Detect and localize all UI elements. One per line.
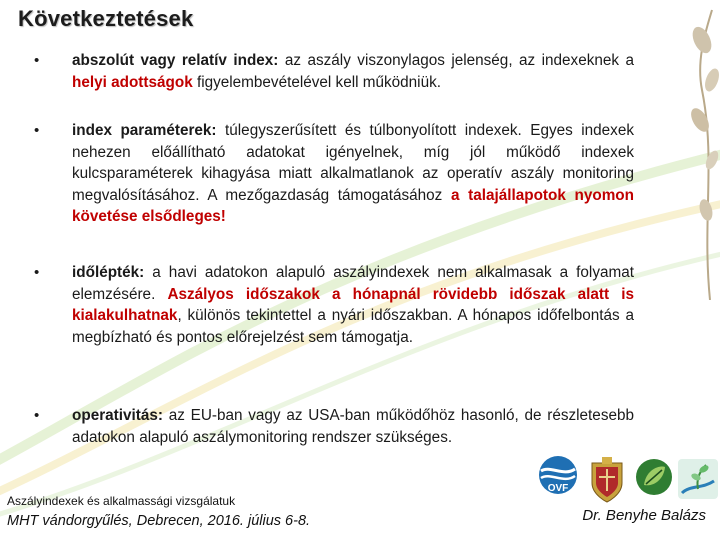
- bullet-marker: •: [34, 407, 40, 424]
- bullet-text: a havi adatokon alapuló aszályindexek nem alkalmasak a folyamat elemzésére.: [72, 264, 634, 303]
- bullet-text: túlegyszerűsített és túlbonyolított indexek. Egyes indexek nehezen előállítható adatokat igényelnek, míg jól működő indexek kulcsparaméterek kihagyása miatt alkalmatlanok az operatív aszály monitoring megvalósításához. A mezőgazdaság támogatásához: [72, 122, 634, 204]
- footer-author: Dr. Benyhe Balázs: [582, 507, 706, 524]
- footer-presentation-title: Aszályindexek és alkalmassági vizsgálatuk: [7, 494, 236, 508]
- green-leaf-logo: [634, 455, 674, 503]
- bullet-item: [30, 405, 634, 448]
- bullet-term: abszolút vagy relatív index:: [72, 52, 279, 69]
- logo-group: [536, 455, 720, 505]
- page-title: Következtetések: [18, 6, 194, 31]
- ovf-logo-text: OVF: [547, 483, 569, 494]
- ovf-logo: [536, 455, 580, 501]
- bullet-item: [30, 262, 634, 348]
- coat-of-arms-logo: [586, 455, 628, 505]
- bullet-text: az aszály viszonylagos jelenség, az indexeknek a: [278, 52, 634, 69]
- bullet-marker: •: [34, 52, 40, 69]
- bullet-text: az EU-ban vagy az USA-ban működőhöz hasonló, de részletesebb adatokon alapuló aszálymonitoring rendszer szükséges.: [72, 407, 634, 446]
- bullet-term: operativitás:: [72, 407, 163, 424]
- bullet-term: index paraméterek:: [72, 122, 217, 139]
- highlight-text: a talajállapotok nyomon követése elsődleges!: [72, 186, 634, 225]
- bullet-text: , különös tekintettel a nyári időszakban. A hónapos időfelbontás a megbízható és pontos előrejelzést sem támogatja.: [72, 307, 634, 346]
- highlight-text: Aszályos időszakok a hónapnál rövidebb időszak alatt is kialakulhatnak: [72, 285, 634, 324]
- bullet-marker: •: [34, 122, 40, 139]
- bullet-term: időlépték:: [72, 264, 145, 281]
- bullet-marker: •: [34, 264, 40, 281]
- footer-event: MHT vándorgyűlés, Debrecen, 2016. július 6-8.: [7, 513, 311, 529]
- bullet-item: [30, 50, 634, 93]
- highlight-text: helyi adottságok: [72, 73, 193, 91]
- blue-plant-logo: [676, 455, 720, 503]
- bullet-item: [30, 120, 634, 228]
- bullet-text: figyelembevételével kell működniük.: [192, 73, 441, 91]
- plant-decoration: [672, 0, 720, 300]
- footer-left: [7, 494, 310, 529]
